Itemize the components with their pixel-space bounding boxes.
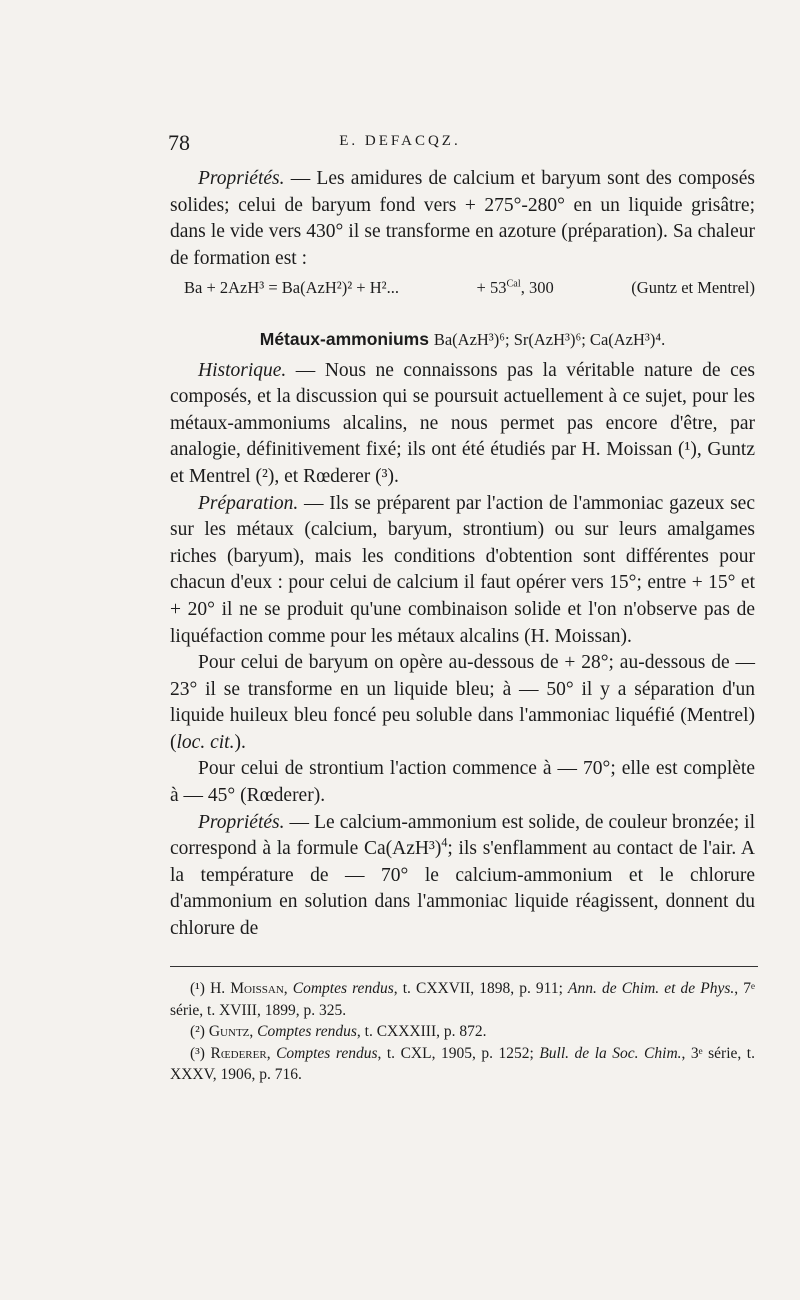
page-header [0, 130, 800, 160]
footnote-details: , 7ᵉ série, t. XVIII, 1899, p. 325. [170, 980, 755, 1019]
page-number: 78 [168, 130, 190, 155]
section-label: Propriétés. [198, 168, 285, 189]
citation-loc-cit: loc. cit. [176, 731, 235, 753]
body-text [170, 166, 755, 943]
footnotes [170, 978, 755, 1086]
equation-value-post: , 300 [520, 278, 554, 298]
paragraph-text: Pour celui de baryum on opère au-dessous de + 28°; au-dessous de — 23° il se transforme en un liquide bleu; à — 50° il y a séparation d'un liquide huileux bleu foncé peu soluble dans l'ammoniac liquéfié (Mentrel) ( [170, 652, 755, 753]
paragraph-strontium [170, 756, 755, 809]
footnote-3: (³) Rœderer, Comptes rendus, t. CXL, 1905, p. 1252; Bull. de la Soc. Chim., 3ᵉ série, t. XXXV, 1906, p. 716. [170, 1044, 755, 1083]
footnote-journal: Ann. de Chim. et de Phys. [568, 980, 735, 997]
section-heading-formulas: Ba(AzH³)⁶; Sr(AzH³)⁶; Ca(AzH³)⁴. [433, 329, 666, 349]
footnote-details: , 3ᵉ série, t. XXXV, 1906, p. 716. [170, 1044, 755, 1083]
paragraph-text: ), et Rœderer ( [267, 465, 382, 487]
paragraph-text: — Ils se préparent par l'action de l'ammoniac gazeux sec sur les métaux (calcium, baryum, strontium) ou sur leurs amalgames riches (baryum), mais les conditions d'obtention sont différentes pour chacun d'eux : pour celui de calcium il faut opérer vers 15°; entre + 15° et + 20° il ne se produit qu'une combinaison solide et l'on n'observe pas de liquéfaction comme pour les métaux alcalins (H. Moissan). [170, 492, 755, 647]
paragraph-text: — Nous ne connaissons pas la véritable nature de ces composés, et la discussion qui se poursuit actuellement à ce sujet, pour les métaux-ammoniums alcalins, ne nous permet pas encore d'être, par analogie, définitivement fixé; ils ont été étudiés par H. Moissan ( [170, 359, 755, 461]
footnote-number: (¹) [190, 980, 211, 997]
footnote-details: , t. CXL, 1905, p. 1252; [377, 1044, 540, 1062]
section-label: Historique. [198, 359, 287, 381]
footnote-ref: ² [262, 465, 268, 487]
footnote-journal: Comptes rendus [257, 1023, 357, 1040]
footnote-number: (²) [190, 1023, 209, 1040]
paragraph-preparation [170, 491, 755, 651]
section-label: Préparation. [198, 492, 299, 514]
section-heading-title: Métaux-ammoniums [259, 328, 429, 349]
paragraph-text: — Le calcium-ammonium est solide, de couleur bronzée; il correspond à la formule Ca(AzH³) [170, 811, 755, 860]
paragraph-baryum [170, 650, 755, 756]
paragraph-text: ), Guntz et Mentrel ( [170, 439, 755, 487]
equation-value [477, 275, 554, 302]
paragraph-text: ; ils s'enflamment au contact de l'air. A la température de — 70° le calcium-ammonium et le chlorure d'ammonium en solution dans l'ammoniac liquide réagissent, donnent du chlorure de [170, 838, 755, 940]
footnote-2: (²) Guntz, Comptes rendus, t. CXXXIII, p. 872. [190, 1023, 487, 1040]
equation-value-unit: Cal [506, 278, 521, 290]
paragraph-text: ). [234, 731, 246, 753]
formation-equation [170, 275, 755, 302]
footnote-author: Guntz [208, 1023, 250, 1040]
footnote-ref: ¹ [684, 439, 691, 461]
paragraph-text: Pour celui de strontium l'action commence à — 70°; elle est complète à — 45° (Rœderer). [170, 758, 755, 807]
equation-value-pre: + 53 [476, 278, 507, 298]
footnote-details: , t. CXXXIII, p. 872. [356, 1023, 487, 1040]
section-label: Propriétés. [198, 811, 285, 833]
footnote-number: (³) [190, 1044, 211, 1062]
paragraph-text: ). [387, 465, 399, 487]
paragraph-proprietes-2 [170, 810, 755, 943]
formula-exponent: 4 [441, 835, 448, 850]
equation-source: (Guntz et Mentrel) [631, 278, 755, 298]
footnote-ref: ³ [381, 465, 388, 487]
section-heading-metaux-ammoniums [170, 326, 755, 354]
running-head: E. DEFACQZ. [339, 133, 461, 149]
paragraph-historique [170, 358, 755, 491]
footnote-journal: Comptes rendus [276, 1044, 378, 1062]
footnote-journal: Bull. de la Soc. Chim. [539, 1044, 682, 1062]
paragraph-proprietes [170, 166, 755, 272]
footnote-author: Rœderer [210, 1044, 267, 1062]
paragraph-text: — Les amidures de calcium et baryum sont des composés solides; celui de baryum fond vers + 275°-280° en un liquide grisâtre; dans le vide vers 430° il se transforme en azoture (préparation). Sa chaleur de formation est : [170, 168, 755, 269]
footnote-author: H. Moissan [210, 980, 284, 997]
footnote-journal: Comptes rendus [292, 980, 394, 997]
equation-left: Ba + 2AzH³ = Ba(AzH²)² + H²... [184, 278, 399, 298]
footnote-details: , t. CXXVII, 1898, p. 911; [393, 980, 569, 997]
footnote-divider [170, 966, 758, 967]
footnote-1: (¹) H. Moissan, Comptes rendus, t. CXXVII, 1898, p. 911; Ann. de Chim. et de Phys., 7ᵉ série, t. XVIII, 1899, p. 325. [170, 980, 755, 1019]
